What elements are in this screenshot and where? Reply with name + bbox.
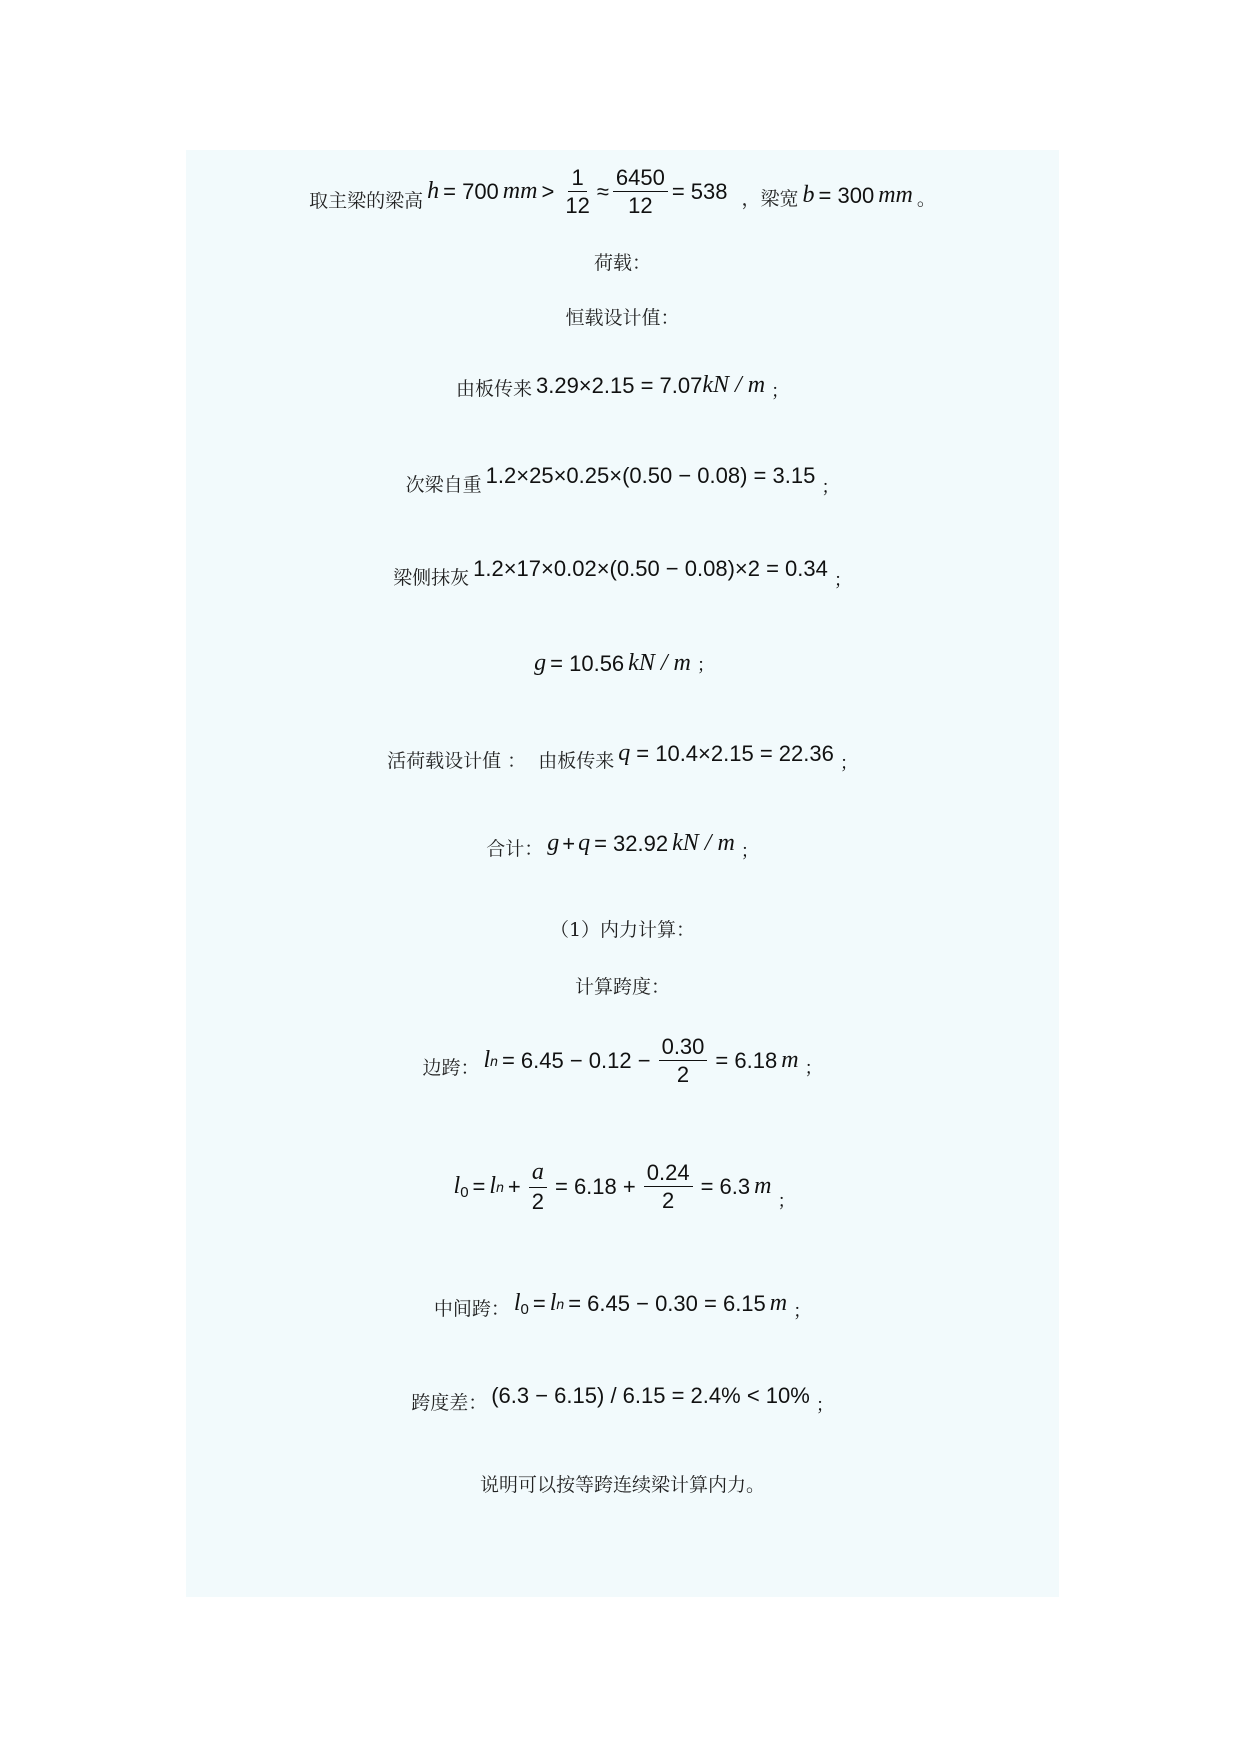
beam-dimension-line: 取主梁的梁高 h = 700 mm > $\frac{1}{12}$ ≈ $\frac{6450}{12}$ = 538 ，梁宽 b = 300 mm 。 (309, 165, 936, 219)
middle-span-line: 中间跨： l 0 = l n = 6.45 − 0.30 = 6.15 m ； (433, 1290, 812, 1322)
dead-load-heading: 恒载设计值： (565, 307, 680, 329)
content-panel (186, 150, 1059, 1597)
slab-load-line: 由板传来 3.29×2.15 = 7.07 kN / m ； (455, 372, 790, 402)
load-heading: 荷载： (593, 252, 651, 274)
g-total-line: g = 10.56 kN / m ； (534, 650, 715, 676)
beam-height-label: 取主梁的梁高 (309, 190, 424, 213)
conclusion: 说明可以按等跨连续梁计算内力。 (479, 1474, 765, 1496)
fraction-6450-12: $\frac{6450}{12}$ (613, 166, 668, 217)
plaster-line: 梁侧抹灰 1.2×17×0.02×(0.50 − 0.08)×2 = 0.34 ； (393, 556, 852, 591)
fraction-024-2: $\frac{0.24}{2}$ (644, 1161, 693, 1212)
beam-width-formula: b = 300 mm (802, 182, 913, 209)
span-difference-line: 跨度差： (6.3 − 6.15) / 6.15 = 2.4% < 10% ； (411, 1383, 834, 1416)
total-load-line: 合计： g + q = 32.92 kN / m ； (486, 830, 759, 862)
edge-span-line: 边跨： l n = 6.45 − 0.12 − $\frac{0.30}{2}$ = 6.18 m ； (422, 1034, 823, 1088)
fraction-1-12: $\frac{1}{12}$ (565, 165, 590, 219)
fraction-030-2: $\frac{0.30}{2}$ (659, 1035, 708, 1086)
internal-force-heading: （1）内力计算： (549, 919, 696, 941)
fraction-a-2: $\frac{a}{2}$ (529, 1160, 547, 1213)
beam-height-formula: h = 700 mm > $\frac{1}{12}$ ≈ $\frac{6450}{12}$ = 538 (427, 165, 728, 219)
span-heading: 计算跨度： (574, 976, 670, 998)
beam-width-label: ，梁宽 (741, 188, 799, 211)
l0-line: l 0 = l n + $\frac{a}{2}$ = 6.18 + $\frac{0.24}{2}$ = 6.3 m ； (453, 1159, 796, 1215)
live-load-line: 活荷载设计值 ： 由板传来 q = 10.4×2.15 = 22.36 ； (387, 740, 858, 774)
secondary-beam-weight-line: 次梁自重 1.2×25×0.25×(0.50 − 0.08) = 3.15 ； (405, 463, 840, 498)
